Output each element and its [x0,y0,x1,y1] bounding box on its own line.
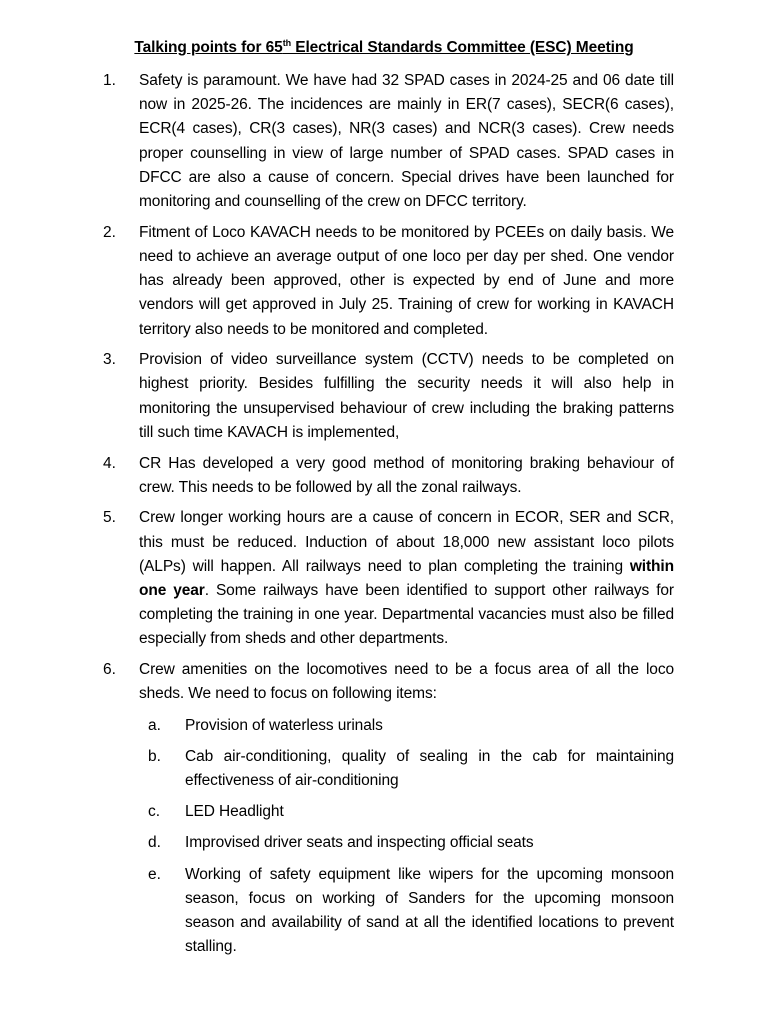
point-text: Crew amenities on the locomotives need to be a focus area of all the loco sheds. We need to focus on following items: [139,661,674,703]
talking-point-6 [0,658,768,959]
subpoint-letter: b. [148,747,161,765]
point-text: CR Has developed a very good method of monitoring braking behaviour of crew. This needs to be followed by all the zonal railways. [139,454,674,496]
title-prefix: Talking points for 65 [134,39,283,56]
point-number: 5. [103,509,116,527]
point-text: Fitment of Loco KAVACH needs to be monitored by PCEEs on daily basis. We need to achieve an average output of one loco per day per shed. One vendor has already been approved, other is expected by end of June and more vendors will get approved in July 25. Training of crew for working in KAVACH territory also needs to be monitored and completed. [139,223,674,338]
subpoints-list [0,714,768,960]
subpoint-letter: a. [148,716,161,734]
talking-point-5 [0,506,768,651]
subpoint-c [0,800,768,824]
subpoint-text: Improvised driver seats and inspecting official seats [185,834,534,852]
title-superscript: th [282,37,291,48]
point-text: Safety is paramount. We have had 32 SPAD cases in 2024-25 and 06 date till now in 2025-26. The incidences are mainly in ER(7 cases), SECR(6 cases), ECR(4 cases), CR(3 cases), NR(3 cases) and NCR(3 cases). Crew needs proper counselling in view of large number of SPAD cases. SPAD cases in DFCC are also a cause of concern. Special drives have been launched for monitoring and counselling of the crew on DFCC territory. [139,72,674,211]
subpoint-text: Working of safety equipment like wipers for the upcoming monsoon season, focus on working of Sanders for the upcoming monsoon season and availability of sand at all the identified locations to prevent stalling. [185,865,674,956]
subpoint-text: LED Headlight [185,803,284,821]
title-suffix: Electrical Standards Committee (ESC) Meeting [291,39,634,56]
subpoint-text: Provision of waterless urinals [185,716,383,734]
point-number: 2. [103,223,116,241]
point-number: 1. [103,72,116,89]
subpoint-text: Cab air-conditioning, quality of sealing in the cab for maintaining effectiveness of air-conditioning [185,747,674,789]
point-number: 6. [103,661,116,679]
talking-point-4 [0,452,768,500]
point-text-bold: within one year [139,557,674,600]
point-text: Provision of video surveillance system (CCTV) needs to be completed on highest priority. Besides fulfilling the security needs it will also help in monitoring the unsupervised behaviour of crew including the braking patterns till such time KAVACH is implemented, [139,351,674,441]
subpoint-letter: c. [148,803,161,821]
subpoint-d [0,831,768,855]
point-text-before: Crew longer working hours are a cause of concern in ECOR, SER and SCR, this must be reduced. Induction of about 18,000 new assistant loco pilots (ALPs) will happen. All railways need to plan completing the training [139,509,674,575]
subpoint-e [0,863,768,960]
subpoint-letter: e. [148,865,161,883]
talking-point-1 [0,69,768,214]
subpoint-letter: d. [148,834,161,852]
talking-point-2 [0,221,768,342]
subpoint-a [0,714,768,738]
document-title [0,38,768,58]
point-number: 4. [103,454,116,472]
talking-points-list [0,69,768,966]
point-text-after: . Some railways have been identified to support other railways for completing the training in one year. Departmental vacancies must also be filled especially from sheds and other departments. [139,582,674,648]
talking-point-3 [0,348,768,445]
point-number: 3. [103,351,116,369]
point-text [139,506,674,651]
subpoint-b [0,745,768,793]
